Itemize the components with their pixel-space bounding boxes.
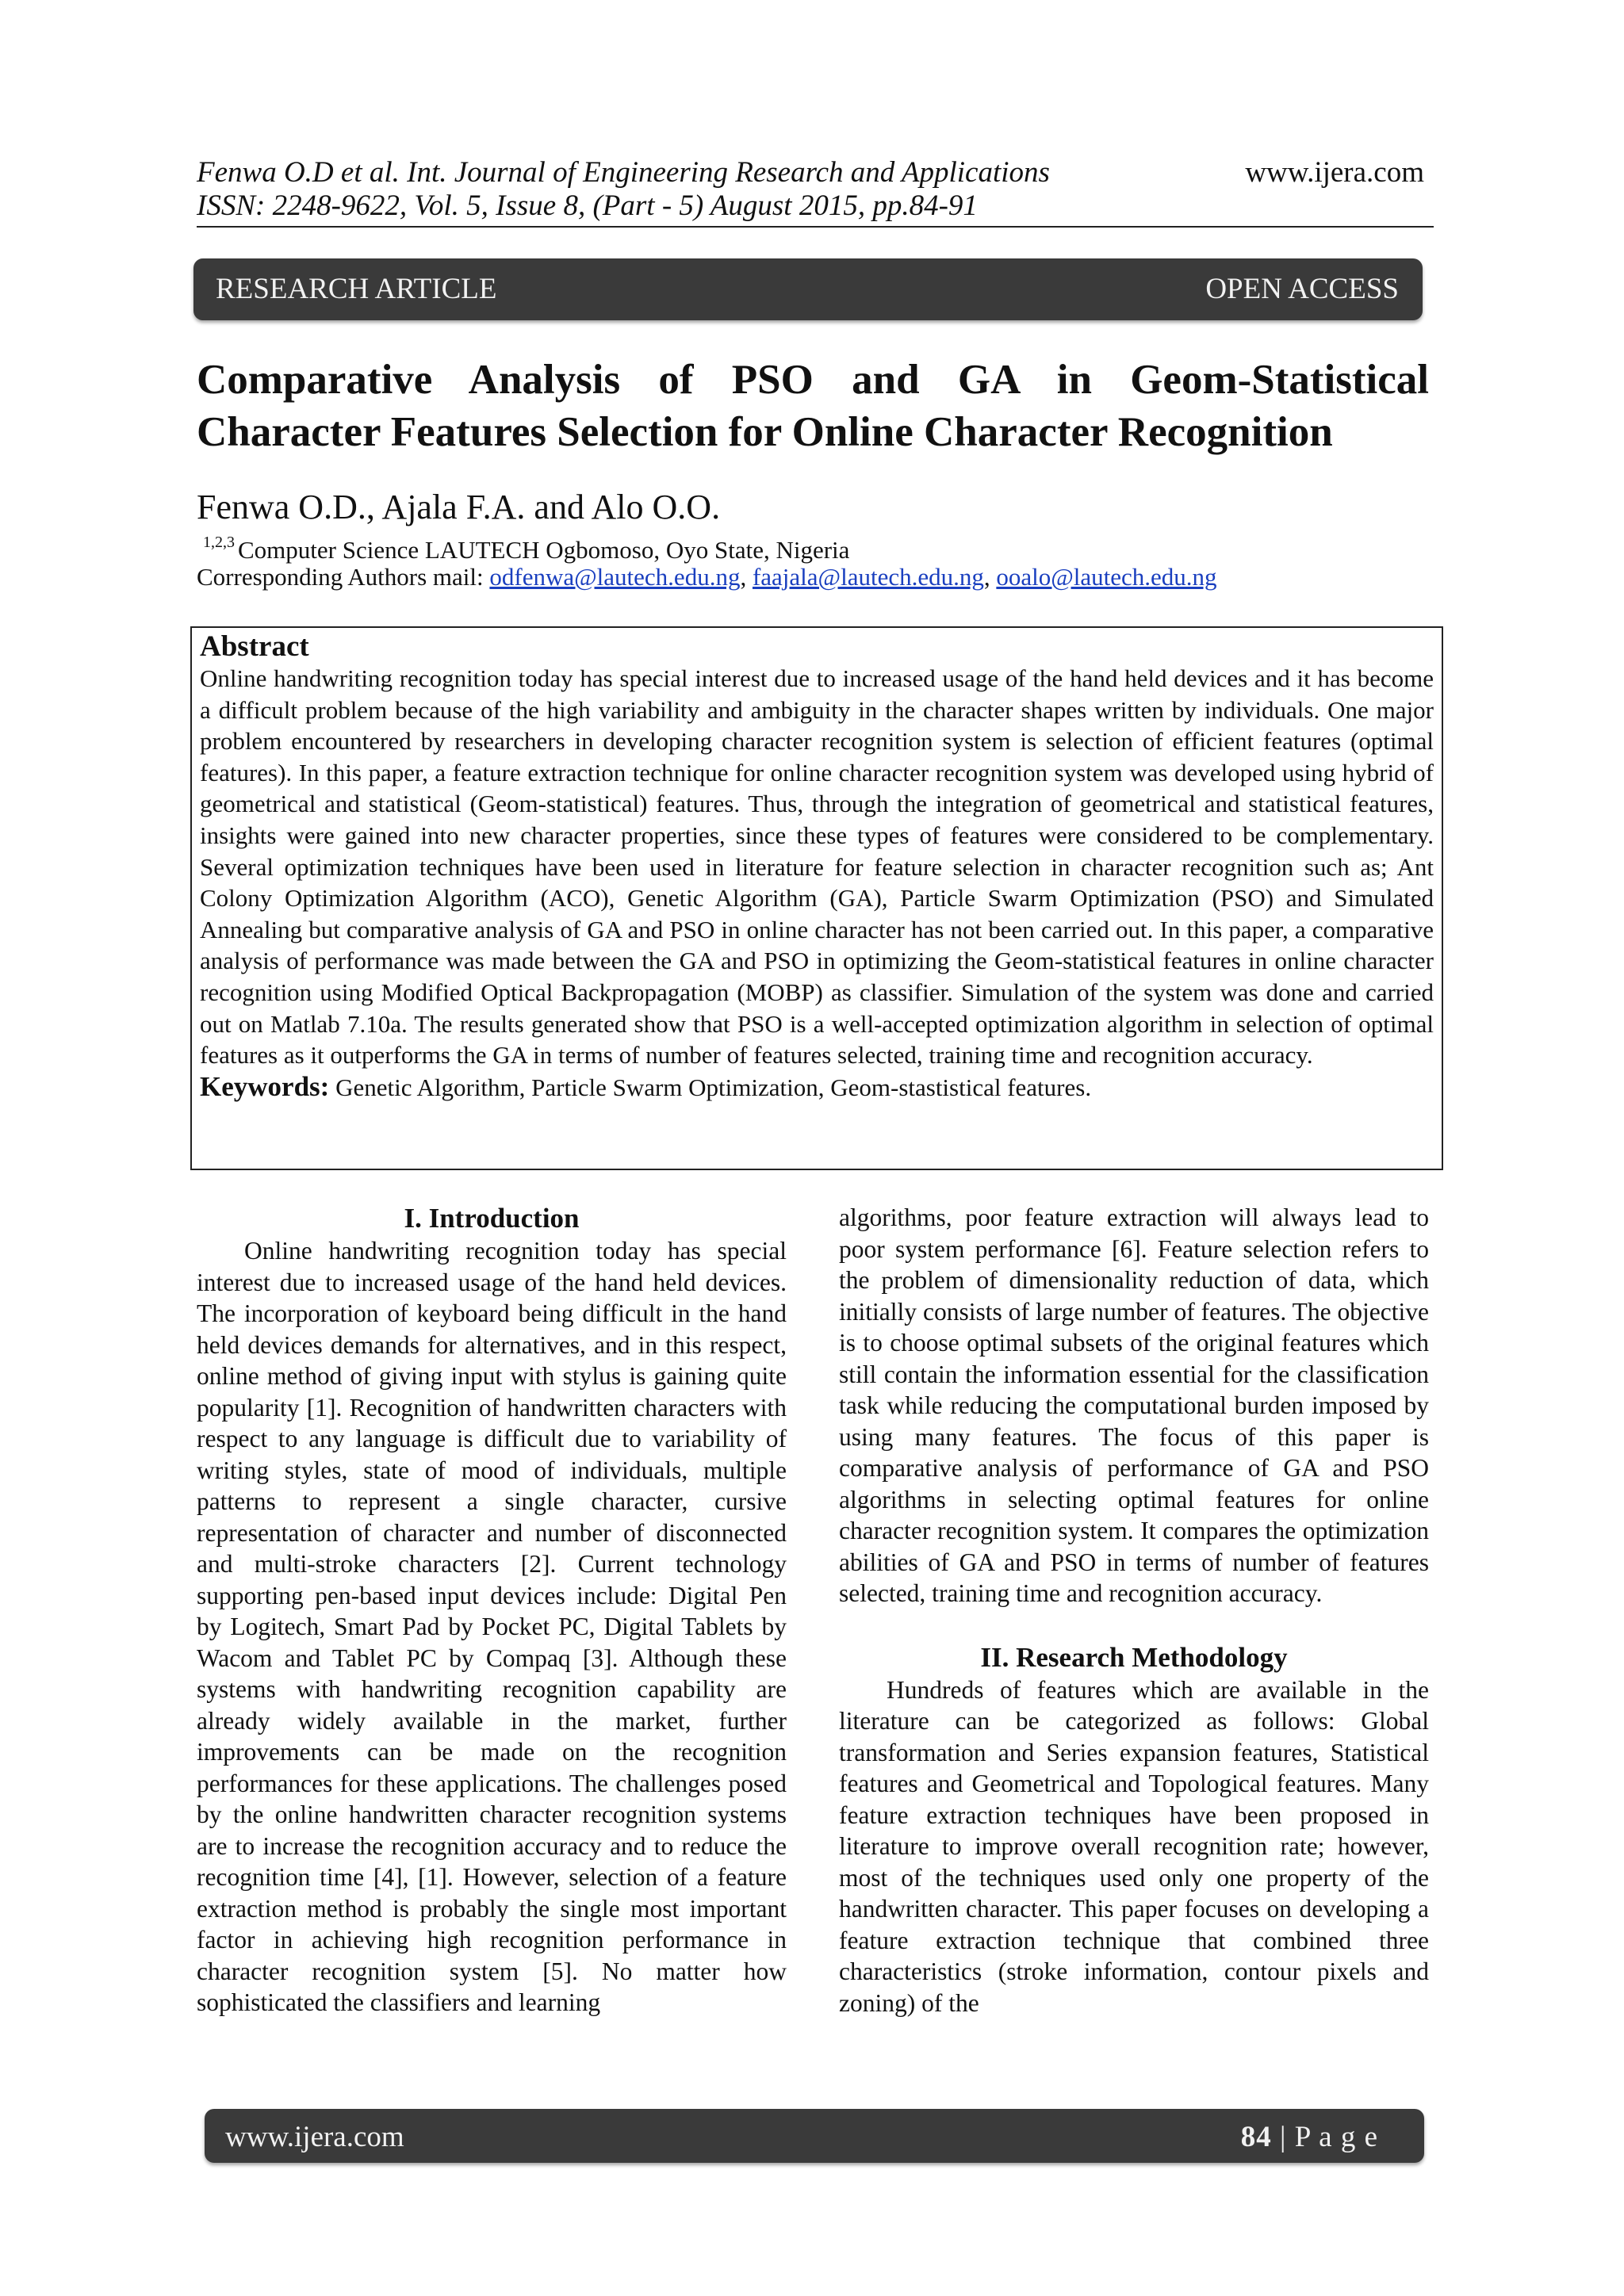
affiliation-superscript: 1,2,3 [203,534,235,551]
page-label: | P a g e [1271,2121,1378,2153]
keywords-label: Keywords: [200,1070,330,1102]
introduction-paragraph: Online handwriting recognition today has special interest due to increased usage of the hand held devices. The incorporation of keyboard being difficult in the hand held devices demands for alternatives, and in this respect, online method of giving input with stylus is gaining quite popularity [1]. Recognition of handwritten characters with respect to any language is difficult due to variability of writing styles, state of mood of individuals, multiple patterns to represent a single character, cursive representation of character and number of disconnected and multi-stroke characters [2]. Current technology supporting pen-based input devices include: Digital Pen by Logitech, Smart Pad by Pocket PC, Digital Tablets by Wacom and Tablet PC by Compaq [3]. Although these systems with handwriting recognition capability are already widely available in the market, further improvements can be made on the recognition performances for these applications. The challenges posed by the online handwritten character recognition systems are to increase the recognition accuracy and to reduce the recognition time [4], [1]. However, selection of a feature extraction method is probably the single most important factor in achieving high recognition performance in character recognition system [5]. No matter how sophisticated the classifiers and learning [197,1237,787,2016]
header-divider [197,226,1434,228]
section-heading-introduction: I. Introduction [404,1203,580,1234]
article-type-banner [193,258,1423,320]
page-footer-banner [205,2109,1424,2163]
left-column [197,1202,787,2019]
keywords-text: Genetic Algorithm, Particle Swarm Optimization, Geom-stastistical features. [329,1073,1092,1101]
open-access-label: OPEN ACCESS [1205,273,1399,305]
email-separator: , [740,563,753,591]
email-link-alo[interactable]: ooalo@lautech.edu.ng [996,563,1217,591]
paper-title: Comparative Analysis of PSO and GA in Geom-Statistical Character Features Selection for Online Character Recognition [197,357,1429,455]
abstract-heading: Abstract [200,630,309,663]
affiliation [197,526,849,566]
keywords-line [200,1071,1434,1104]
section-heading-methodology: II. Research Methodology [980,1641,1288,1673]
email-separator: , [983,563,997,591]
email-link-ajala[interactable]: faajala@lautech.edu.ng [752,563,984,591]
footer-page-number [1241,2120,1378,2154]
section-gap [839,1609,1429,1641]
footer-website: www.ijera.com [225,2121,404,2153]
abstract-box [190,626,1443,1170]
running-header-issn: ISSN: 2248-9622, Vol. 5, Issue 8, (Part - 5) August 2015, pp.84-91 [197,189,978,222]
research-article-label: RESEARCH ARTICLE [216,273,497,305]
email-link-fenwa[interactable]: odfenwa@lautech.edu.ng [489,563,741,591]
right-column [839,1202,1429,2019]
abstract-text: Online handwriting recognition today has special interest due to increased usage of the hand held devices and it has become a difficult problem because of the high variability and ambiguity in the character shapes written by individuals. One major problem encountered by researchers in developing character recognition system is selection of efficient features (optimal features). In this paper, a feature extraction technique for online character recognition system was developed using hybrid of geometrical and statistical (Geom-statistical) features. Thus, through the integration of geometrical and statistical features, insights were gained into new character properties, since these types of features were considered to be complementary. Several optimization techniques have been used in literature for feature selection in character recognition such as; Ant Colony Optimization Algorithm (ACO), Genetic Algorithm (GA), Particle Swarm Optimization (PSO) and Simulated Annealing but comparative analysis of GA and PSO in online character has not been carried out. In this paper, a comparative analysis of performance was made between the GA and PSO in optimizing the Geom-statistical features in online character recognition using Modified Optical Backpropagation (MOBP) as classifier. Simulation of the system was done and carried out on Matlab 7.10a. The results generated show that PSO is a well-accepted optimization algorithm in selection of optimal features as it outperforms the GA in terms of number of features selected, training time and recognition accuracy. [200,664,1434,1070]
emails-prefix: Corresponding Authors mail: [197,563,490,591]
author-list: Fenwa O.D., Ajala F.A. and Alo O.O. [197,488,721,526]
page-number: 84 [1240,2121,1272,2153]
introduction-continued: algorithms, poor feature extraction will always lead to poor system performance [6]. Feature selection refers to the problem of dimensionality reduction of data, which initially consists of large number of features. The objective is to choose optimal subsets of the original features which still contain the information essential for the classification task while reducing the computational burden imposed by using many features. The focus of this paper is comparative analysis of performance of GA and PSO algorithms in selecting optimal features for online character recognition system. It compares the optimization abilities of GA and PSO in terms of number of features selected, training time and recognition accuracy. [839,1203,1429,1607]
corresponding-emails [197,561,1217,593]
methodology-paragraph: Hundreds of features which are available in the literature can be categorized as follows: Global transformation and Series expansion features, Statistical features and Geometrical and Topological features. Many feature extraction techniques have been proposed in literature to improve overall recognition rate; however, most of the techniques used only one property of the handwritten character. This paper focuses on developing a feature extraction technique that combined three characteristics (stroke information, contour pixels and zoning) of the [839,1675,1429,2017]
running-header-website: www.ijera.com [1245,156,1424,189]
running-header-citation: Fenwa O.D et al. Int. Journal of Engineering Research and Applications [197,156,1050,189]
affiliation-text: Computer Science LAUTECH Ogbomoso, Oyo State, Nigeria [238,536,850,564]
